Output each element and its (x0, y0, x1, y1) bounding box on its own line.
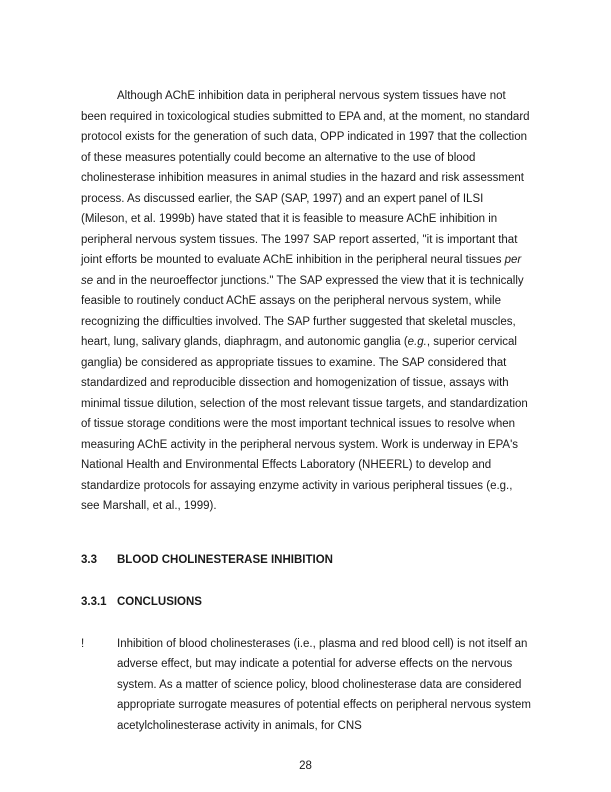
subsection-title: CONCLUSIONS (117, 596, 202, 608)
intro-paragraph (81, 86, 532, 517)
italic-phrase-per-se: per se (81, 254, 522, 287)
paragraph-text-segment: Although AChE inhibition data in peripheral nervous system tissues have not been required in toxicological studies submitted to EPA and, at the moment, no standard protocol exists for the generation of such data, OPP indicated in 1997 that the collection of these measures potentially could become an alternative to the use of blood cholinesterase inhibition measures in animal studies in the hazard and risk assessment process. As discussed earlier, the SAP (SAP, 1997) and an expert panel of ILSI (Mileson, et al. 1999b) have stated that it is feasible to measure AChE inhibition in peripheral nervous system tissues. The 1997 SAP report asserted, "it is important that joint efforts be mounted to evaluate AChE inhibition in the peripheral neural tissues (81, 90, 530, 266)
subsection-number: 3.3.1 (81, 596, 107, 608)
bullet-marker: ! (81, 637, 85, 650)
paragraph-text-segment: , superior cervical ganglia) be considered as appropriate tissues to examine. The SAP considered that standardized and reproducible dissection and homogenization of tissue, assays with minimal tissue dilution, selection of the most relevant tissue targets, and standardization of tissue storage conditions were the most important technical issues to resolve when measuring AChE activity in the peripheral nervous system. Work is underway in EPA's National Health and Environmental Effects Laboratory (NHEERL) to develop and standardize protocols for assaying enzyme activity in various peripheral tissues (e.g., see Marshall, et al., 1999). (81, 336, 528, 512)
section-heading (81, 550, 532, 571)
page-number: 28 (299, 760, 312, 772)
paragraph-text-segment: and in the neuroeffector junctions." The SAP expressed the view that it is technically feasible to routinely conduct AChE assays on the peripheral nervous system, while recognizing the difficulties involved. The SAP further suggested that skeletal muscles, heart, lung, salivary glands, diaphragm, and autonomic ganglia ( (81, 274, 524, 348)
section-title: BLOOD CHOLINESTERASE INHIBITION (117, 553, 333, 566)
italic-phrase-eg: e.g. (407, 336, 427, 348)
subsection-heading (81, 592, 532, 613)
conclusion-bullet-item (81, 634, 532, 737)
conclusion-text: Inhibition of blood cholinesterases (i.e., plasma and red blood cell) is not itself an adverse effect, but may indicate a potential for adverse effects on the nervous system. As a matter of science policy, blood cholinesterase data are considered appropriate surrogate measures of potential effects on peripheral nervous system acetylcholinesterase activity in animals, for CNS (117, 637, 532, 732)
section-number: 3.3 (81, 553, 97, 566)
